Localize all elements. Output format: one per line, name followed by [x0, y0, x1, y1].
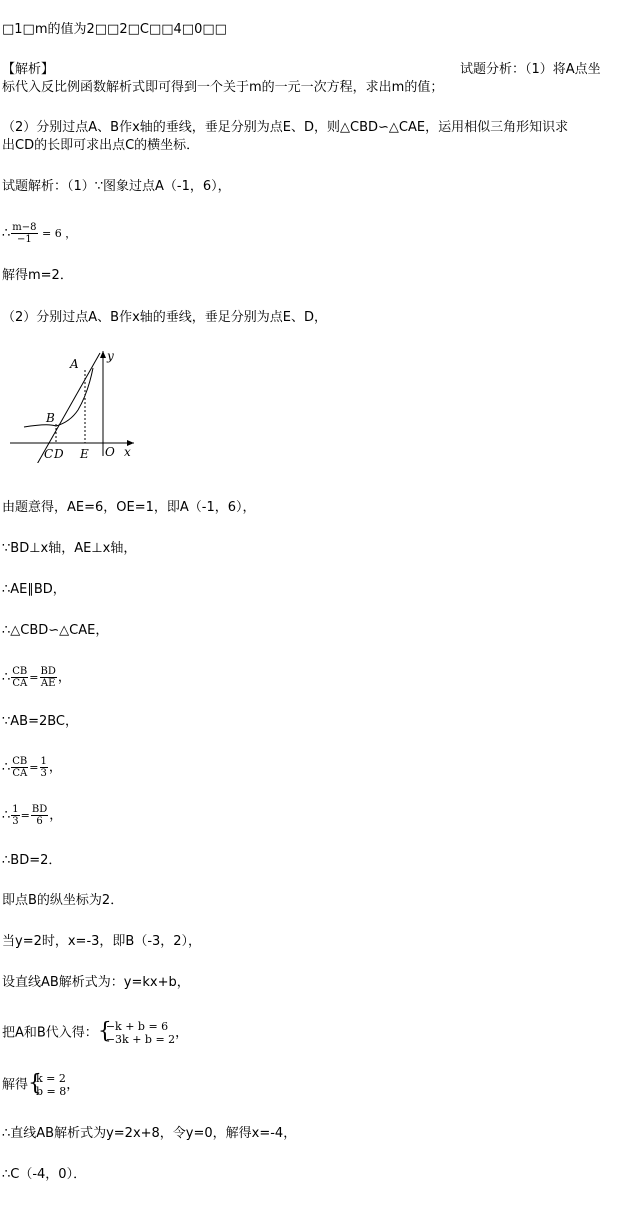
- label-o: O: [105, 445, 115, 459]
- solution-step-14: 即点B的纵坐标为2．: [2, 893, 124, 908]
- label-a: A: [70, 357, 79, 371]
- analysis-header: 【解析】: [2, 62, 55, 77]
- solution-step-16: 设直线AB解析式为：y=kx+b，: [2, 975, 190, 990]
- label-e: E: [80, 447, 89, 461]
- solution-step-12: ∴ $\frac{1}{3}$ = $\frac{BD}{6}$ ，: [2, 804, 63, 827]
- solution-step-3: 解得m=2．: [2, 268, 73, 283]
- brace-icon: {: [28, 1071, 43, 1096]
- solution-step-19: ∴直线AB解析式为y=2x+8，令y=0，解得x=-4，: [2, 1126, 297, 1141]
- label-d: D: [54, 447, 64, 461]
- label-x: x: [124, 445, 131, 459]
- label-y: y: [107, 349, 114, 363]
- solution-step-15: 当y=2时，x=-3，即B（-3，2），: [2, 934, 202, 949]
- equation-system: { −k + b = 6 −3k + b = 2: [97, 1019, 176, 1046]
- solution-step-6: ∵BD⊥x轴，AE⊥x轴，: [2, 541, 137, 556]
- solution-step-9: ∴ $\frac{CB}{CA}$ = $\frac{BD}{AE}$ ，: [2, 666, 71, 689]
- y-axis-arrow-icon: [100, 351, 106, 358]
- solution-step-18: 解得 { k = 2 b = 8 ，: [2, 1071, 80, 1098]
- solution-step-2: ∴ $\frac{m-8}{-1}$ = 6 ，: [2, 222, 77, 245]
- solution-system: { k = 2 b = 8: [28, 1071, 67, 1098]
- label-c: C: [44, 447, 54, 461]
- hyperbola-curve: [24, 368, 93, 427]
- solution-step-5: 由题意得，AE=6，OE=1，即A（-1，6），: [2, 500, 256, 515]
- analysis-line-3: 出CD的长即可求出点C的横坐标．: [2, 138, 200, 153]
- solution-step-4: （2）分别过点A、B作x轴的垂线，垂足分别为点E、D，: [2, 310, 328, 325]
- solution-step-17: 把A和B代入得： { −k + b = 6 −3k + b = 2 ，: [2, 1019, 189, 1046]
- solution-step-10: ∵AB=2BC，: [2, 714, 79, 729]
- analysis-lead: 试题分析：（1）将A点坐: [460, 62, 601, 77]
- solution-step-7: ∴AE∥BD，: [2, 582, 66, 597]
- solution-step-20: ∴C（-4，0）．: [2, 1167, 87, 1182]
- label-b: B: [46, 411, 55, 425]
- solution-step-1: 试题解析：（1）∵图象过点A（-1，6），: [2, 179, 231, 194]
- analysis-line-2: （2）分别过点A、B作x轴的垂线，垂足分别为点E、D，则△CBD∽△CAE，运用相似三角形知识求: [2, 120, 569, 135]
- brace-icon: {: [97, 1019, 112, 1044]
- analysis-line-1: 标代入反比例函数解析式即可得到一个关于m的一元一次方程，求出m的值；: [2, 80, 444, 95]
- function-graph: [8, 348, 138, 463]
- fraction: $\frac{m-8}{-1}$: [12, 222, 37, 245]
- solution-step-8: ∴△CBD∽△CAE，: [2, 623, 109, 638]
- solution-step-13: ∴BD=2．: [2, 853, 62, 868]
- answer-line: □1□m的值为2□□2□C□□4□0□□: [2, 22, 227, 37]
- solution-step-11: ∴ $\frac{CB}{CA}$ = $\frac{1}{3}$ ，: [2, 756, 62, 779]
